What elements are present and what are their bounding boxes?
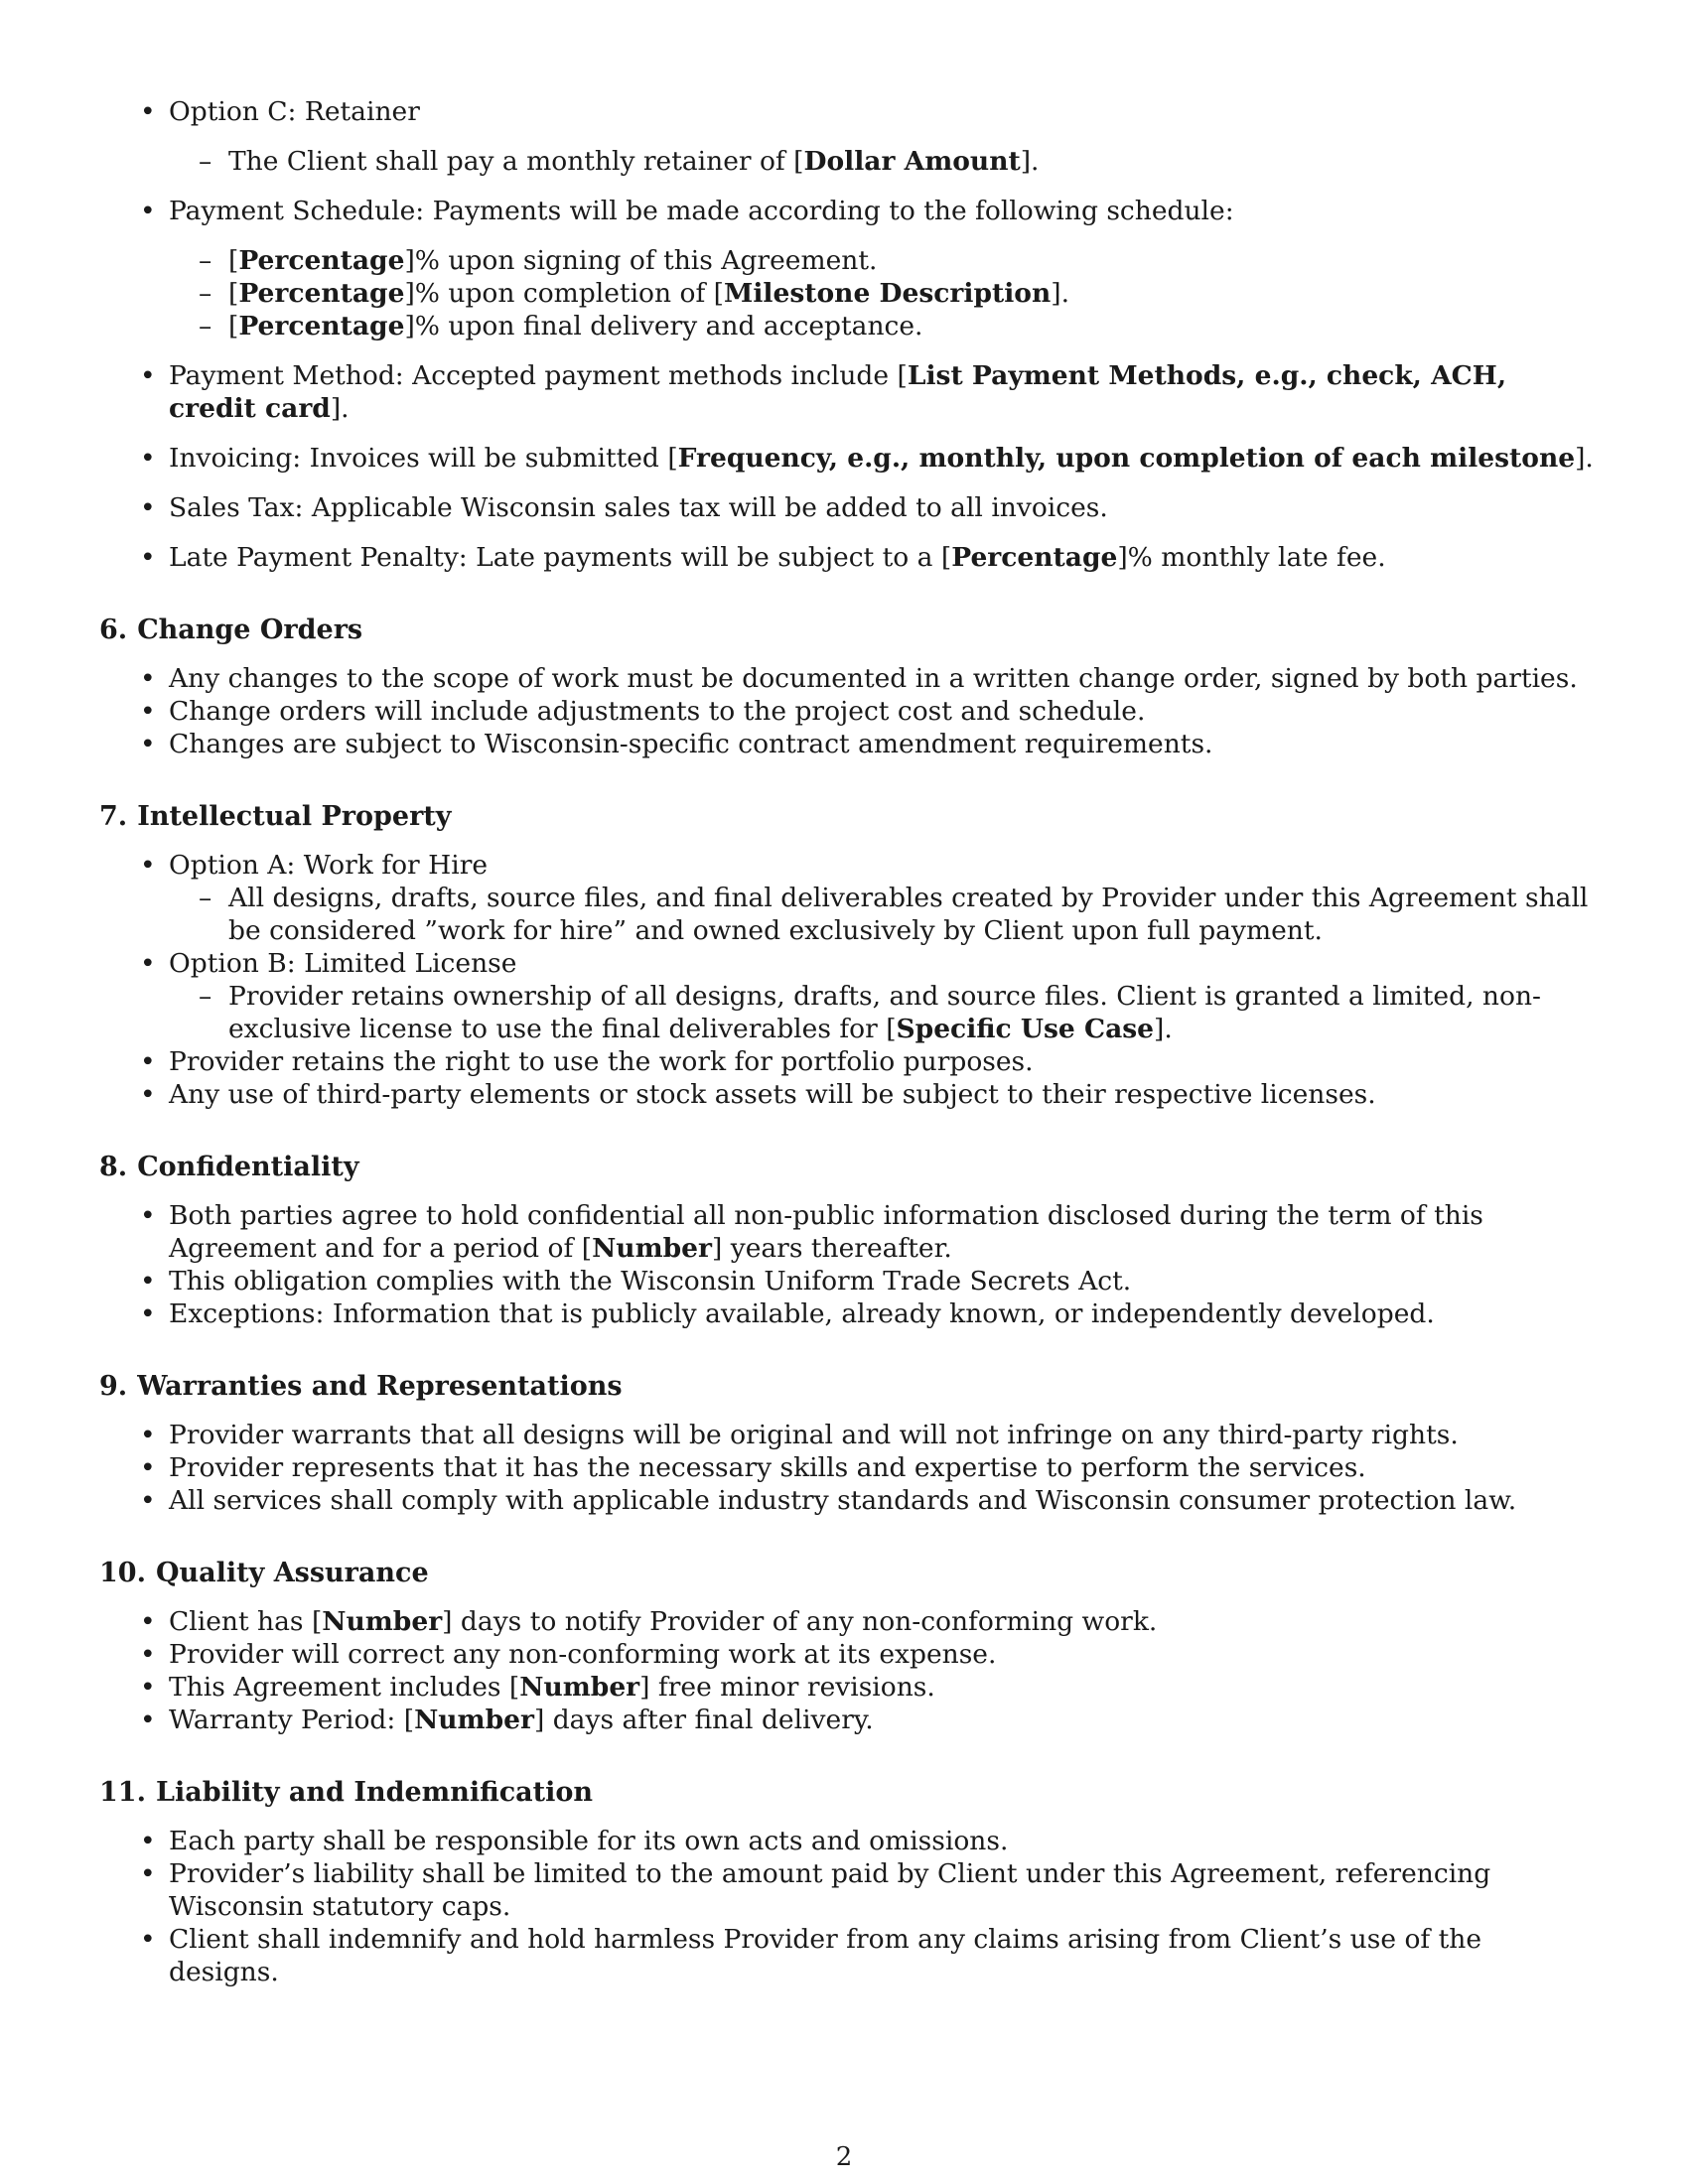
section-heading-liability: 11. Liability and Indemnification (99, 1777, 594, 1808)
list-item: – Provider retains ownership of all designs, drafts, and source files. Client is granted a limited, non-exclusive license to use the final deliverables for [Specific Use Case]. (169, 980, 1599, 1045)
section-heading-quality-assurance: 10. Quality Assurance (99, 1558, 429, 1588)
confidentiality-list (99, 1199, 1599, 1330)
list-item: – All designs, drafts, source files, and final deliverables created by Provider under this Agreement shall be considered ”work for hire” and owned exclusively by Client upon full payment. (169, 882, 1599, 947)
list-item-payment-method: • Payment Method: Accepted payment methods include [List Payment Methods, e.g., check, ACH, credit card]. (99, 359, 1599, 425)
change-orders-list (99, 662, 1599, 760)
list-item: • Client shall indemnify and hold harmless Provider from any claims arising from Client’s use of the designs. (99, 1923, 1599, 1988)
list-item-invoicing: • Invoicing: Invoices will be submitted [Frequency, e.g., monthly, upon completion of each milestone]. (99, 442, 1599, 475)
list-item: • All services shall comply with applicable industry standards and Wisconsin consumer protection law. (99, 1484, 1599, 1517)
list-item: • Each party shall be responsible for its own acts and omissions. (99, 1825, 1599, 1857)
list-item: • Client has [Number] days to notify Provider of any non-conforming work. (99, 1605, 1599, 1638)
list-item-schedule: – [Percentage]% upon completion of [Milestone Description]. (169, 277, 1599, 310)
section-heading-intellectual-property: 7. Intellectual Property (99, 801, 452, 832)
list-item: • Provider warrants that all designs will be original and will not infringe on any third-party rights. (99, 1419, 1599, 1451)
list-item-schedule: – [Percentage]% upon final delivery and acceptance. (169, 310, 1599, 342)
list-item: • Change orders will include adjustments to the project cost and schedule. (99, 695, 1599, 728)
list-item-option-c: • Option C: Retainer – The Client shall pay a monthly retainer of [Dollar Amount]. (99, 95, 1599, 178)
list-item-sales-tax: • Sales Tax: Applicable Wisconsin sales tax will be added to all invoices. (99, 491, 1599, 524)
warranties-list (99, 1419, 1599, 1517)
list-item: • Warranty Period: [Number] days after final delivery. (99, 1704, 1599, 1736)
list-item-retainer: – The Client shall pay a monthly retainer of [Dollar Amount]. (169, 145, 1599, 178)
quality-list (99, 1605, 1599, 1736)
placeholder-dollar-amount: Dollar Amount (803, 146, 1021, 177)
section-heading-confidentiality: 8. Confidentiality (99, 1152, 359, 1182)
option-c-sublist (169, 145, 1599, 178)
ip-list (99, 849, 1599, 1111)
list-item-payment-schedule: • Payment Schedule: Payments will be made according to the following schedule: – [Percentage]% upon signing of this Agreement. – [Percentage]% upon completion of [Milestone Description]. – [Percentage]% upon final delivery and acceptance. (99, 195, 1599, 342)
list-item: • This obligation complies with the Wisconsin Uniform Trade Secrets Act. (99, 1265, 1599, 1297)
list-item: • This Agreement includes [Number] free minor revisions. (99, 1671, 1599, 1704)
list-item: • Provider represents that it has the necessary skills and expertise to perform the services. (99, 1451, 1599, 1484)
list-item: • Any use of third-party elements or stock assets will be subject to their respective licenses. (99, 1078, 1599, 1111)
list-item-schedule: – [Percentage]% upon signing of this Agreement. (169, 244, 1599, 277)
list-item-option-b: • Option B: Limited License – Provider retains ownership of all designs, drafts, and source files. Client is granted a limited, non-exclusive license to use the final deliverables for [Specific Use Case]. (99, 947, 1599, 1045)
list-item: • Changes are subject to Wisconsin-specific contract amendment requirements. (99, 728, 1599, 760)
list-item: • Provider retains the right to use the work for portfolio purposes. (99, 1045, 1599, 1078)
list-item: • Exceptions: Information that is publicly available, already known, or independently developed. (99, 1297, 1599, 1330)
liability-list (99, 1825, 1599, 1988)
list-item-late-payment: • Late Payment Penalty: Late payments will be subject to a [Percentage]% monthly late fee. (99, 541, 1599, 574)
payment-list (99, 95, 1599, 574)
document-page (99, 95, 1599, 1988)
list-item: • Provider’s liability shall be limited to the amount paid by Client under this Agreement, referencing Wisconsin statutory caps. (99, 1857, 1599, 1923)
list-item: • Provider will correct any non-conforming work at its expense. (99, 1638, 1599, 1671)
page-number: 2 (835, 2142, 853, 2172)
list-item: • Both parties agree to hold confidential all non-public information disclosed during the term of this Agreement and for a period of [Number] years thereafter. (99, 1199, 1599, 1265)
section-heading-change-orders: 6. Change Orders (99, 614, 363, 645)
schedule-sublist (169, 244, 1599, 342)
list-item: • Any changes to the scope of work must be documented in a written change order, signed by both parties. (99, 662, 1599, 695)
section-heading-warranties: 9. Warranties and Representations (99, 1371, 623, 1402)
list-item-option-a: • Option A: Work for Hire – All designs, drafts, source files, and final deliverables created by Provider under this Agreement shall be considered ”work for hire” and owned exclusively by Client upon full payment. (99, 849, 1599, 947)
